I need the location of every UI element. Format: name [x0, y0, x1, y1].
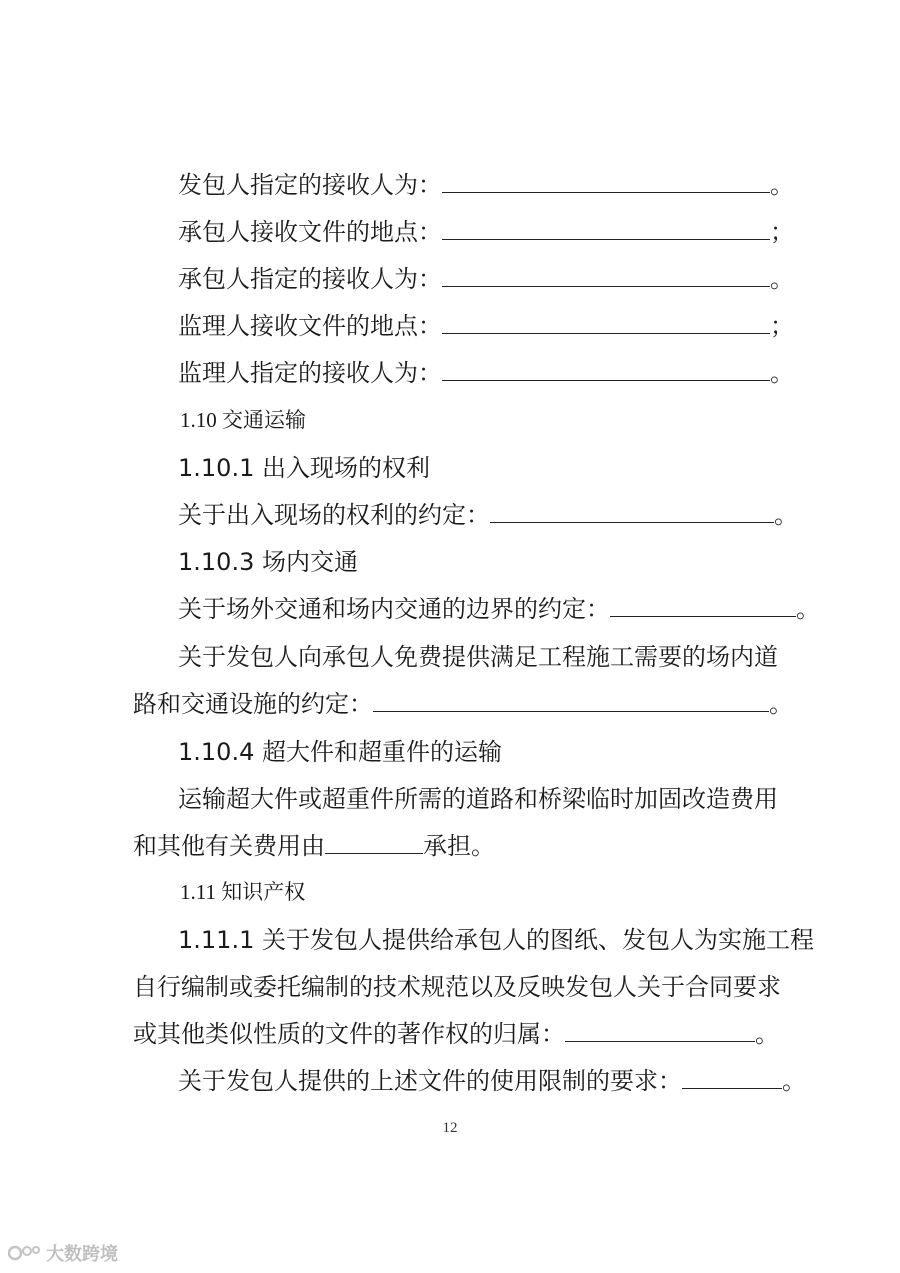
- line-label: 发包人指定的接收人为：: [178, 171, 442, 199]
- ip-paragraph-line-3: [133, 1017, 779, 1051]
- site-road-paragraph-line-2: [133, 687, 793, 721]
- section-heading-1-11: 1.11 知识产权: [180, 880, 306, 904]
- ip-paragraph-line-2: 自行编制或委托编制的技术规范以及反映发包人关于合同要求: [133, 973, 781, 1001]
- fill-blank: [682, 1068, 782, 1089]
- line-label: 承包人指定的接收人为：: [178, 265, 442, 293]
- fill-blank: [610, 596, 796, 617]
- subsection-heading-1-10-3: 1.10.3 场内交通: [178, 548, 358, 576]
- line-end: ；: [770, 312, 794, 340]
- receiver-employer-line: [178, 168, 794, 202]
- line-label: 和其他有关费用由: [133, 832, 325, 860]
- site-road-paragraph-line-1: 关于发包人向承包人免费提供满足工程施工需要的场内道: [178, 643, 778, 671]
- line-end: ；: [770, 218, 794, 246]
- line-label: 关于出入现场的权利的约定：: [178, 501, 490, 529]
- watermark-text: 大数跨境: [46, 1244, 118, 1265]
- fill-blank: [442, 266, 770, 287]
- line-end: 承担。: [423, 832, 495, 860]
- ip-paragraph-line-1: 1.11.1 关于发包人提供给承包人的图纸、发包人为实施工程: [178, 926, 814, 954]
- heavy-transport-paragraph-line-1: 运输超大件或超重件所需的道路和桥梁临时加固改造费用: [178, 785, 778, 813]
- line-label: 路和交通设施的约定：: [133, 690, 373, 718]
- watermark: [8, 1240, 118, 1266]
- fill-blank: [442, 219, 770, 240]
- access-rights-line: [178, 498, 798, 532]
- supervisor-location-line: [178, 309, 794, 343]
- line-label: 关于场外交通和场内交通的边界的约定：: [178, 595, 610, 623]
- subsection-heading-1-10-1: 1.10.1 出入现场的权利: [178, 454, 430, 482]
- section-heading-1-10: 1.10 交通运输: [180, 408, 306, 432]
- line-label: 或其他类似性质的文件的著作权的归属：: [133, 1020, 565, 1048]
- subsection-heading-1-10-4: 1.10.4 超大件和超重件的运输: [178, 738, 502, 766]
- line-end: 。: [770, 359, 794, 387]
- line-label: 监理人指定的接收人为：: [178, 359, 442, 387]
- fill-blank: [373, 691, 769, 712]
- fill-blank: [442, 313, 770, 334]
- line-end: 。: [796, 595, 820, 623]
- line-label: 承包人接收文件的地点：: [178, 218, 442, 246]
- supervisor-receiver-line: [178, 356, 794, 390]
- fill-blank: [490, 502, 774, 523]
- contractor-receiver-line: [178, 262, 794, 296]
- watermark-logo-icon: [8, 1242, 42, 1264]
- traffic-boundary-line: [178, 592, 820, 626]
- line-end: 。: [770, 171, 794, 199]
- page-number: 12: [442, 1120, 458, 1136]
- heavy-transport-paragraph-line-2: [133, 829, 495, 863]
- line-end: 。: [770, 265, 794, 293]
- line-end: 。: [774, 501, 798, 529]
- contractor-location-line: [178, 215, 794, 249]
- fill-blank: [442, 172, 770, 193]
- line-label: 关于发包人提供的上述文件的使用限制的要求：: [178, 1067, 682, 1095]
- line-end: 。: [782, 1067, 806, 1095]
- fill-blank: [565, 1021, 755, 1042]
- fill-blank: [325, 833, 423, 854]
- fill-blank: [442, 360, 770, 381]
- line-end: 。: [769, 690, 793, 718]
- ip-usage-restriction-line: [178, 1064, 806, 1098]
- line-label: 监理人接收文件的地点：: [178, 312, 442, 340]
- line-end: 。: [755, 1020, 779, 1048]
